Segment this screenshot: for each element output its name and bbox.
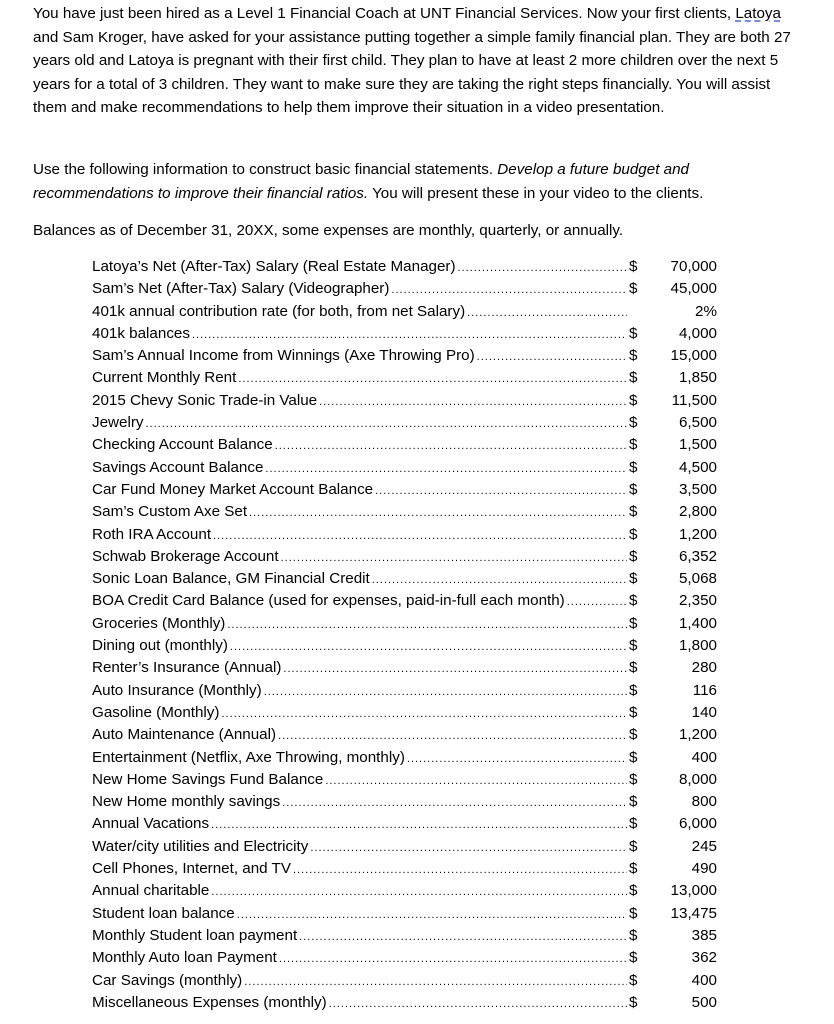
balance-label-group <box>92 278 643 301</box>
balance-label: Savings Account Balance <box>92 458 264 476</box>
dot-leader <box>310 837 627 859</box>
balance-label: Car Savings (monthly) <box>92 971 243 989</box>
balance-label-group <box>92 903 643 926</box>
balance-label: Auto Insurance (Monthly) <box>92 681 262 699</box>
dollar-sign: $ <box>629 815 638 833</box>
dot-leader <box>211 814 627 836</box>
balance-value: 2,350 <box>678 592 717 610</box>
dot-leader <box>249 502 627 524</box>
balance-label-group <box>92 836 643 859</box>
balance-row <box>92 301 732 323</box>
balance-row <box>92 590 732 612</box>
dot-leader <box>213 525 627 547</box>
balance-value: 45,000 <box>670 280 717 298</box>
balance-row <box>92 791 732 813</box>
balance-row <box>92 256 732 278</box>
dot-leader <box>281 547 627 569</box>
balance-label: Monthly Student loan payment <box>92 926 298 944</box>
dollar-sign: $ <box>629 480 638 498</box>
balance-label: Latoya’s Net (After-Tax) Salary (Real Estate Manager) <box>92 258 456 275</box>
balance-value: 116 <box>692 681 717 699</box>
instructions-emphasis: Develop a future budget and recommendations to improve their financial ratios. <box>33 161 689 202</box>
balance-label-group <box>92 256 643 279</box>
dot-leader <box>329 993 627 1015</box>
balance-row <box>92 345 732 367</box>
balance-row <box>92 524 732 546</box>
balance-label-group <box>92 524 643 547</box>
dollar-sign: $ <box>629 280 638 298</box>
dollar-sign: $ <box>629 414 638 432</box>
balance-value: 70,000 <box>670 258 717 275</box>
balance-label: Annual charitable <box>92 882 210 900</box>
dot-leader <box>211 881 627 903</box>
balance-value: 400 <box>691 971 717 989</box>
dot-leader <box>279 948 627 970</box>
balance-value: 6,000 <box>678 815 717 833</box>
dollar-sign: $ <box>629 324 638 342</box>
balance-label-group <box>92 323 643 346</box>
balance-label: Miscellaneous Expenses (monthly) <box>92 993 327 1011</box>
balance-value: 362 <box>691 949 717 967</box>
dot-leader <box>299 926 627 948</box>
balance-label-group <box>92 724 643 747</box>
dollar-sign: $ <box>629 258 638 275</box>
dot-leader <box>145 413 627 435</box>
balance-label: Groceries (Monthly) <box>92 614 226 632</box>
balance-label-group <box>92 992 643 1015</box>
balance-row <box>92 724 732 746</box>
balance-label: New Home Savings Fund Balance <box>92 770 324 788</box>
dollar-sign: $ <box>629 614 638 632</box>
balance-label-group <box>92 657 643 680</box>
balance-value: 8,000 <box>678 770 717 788</box>
dot-leader <box>477 346 627 368</box>
balance-label-group <box>92 568 643 591</box>
dot-leader <box>227 614 627 636</box>
balance-value: 6,500 <box>678 414 717 432</box>
dollar-sign: $ <box>629 681 638 699</box>
balance-row <box>92 613 732 635</box>
balance-value: 1,200 <box>678 525 717 543</box>
dollar-sign: $ <box>629 904 638 922</box>
dollar-sign: $ <box>629 882 638 900</box>
dot-leader <box>567 591 627 613</box>
balance-value: 1,400 <box>678 614 717 632</box>
dollar-sign: $ <box>629 770 638 788</box>
dot-leader <box>407 748 627 770</box>
dollar-sign: $ <box>629 503 638 521</box>
balance-label-group <box>92 858 643 881</box>
client-name-latoya: Latoya <box>735 5 781 22</box>
dollar-sign: $ <box>629 637 638 655</box>
balance-value: 13,475 <box>670 904 717 922</box>
dollar-sign: $ <box>629 926 638 944</box>
balance-label-group <box>92 769 643 792</box>
dollar-sign: $ <box>629 391 638 409</box>
balance-label: Water/city utilities and Electricity <box>92 837 309 855</box>
balance-label: BOA Credit Card Balance (used for expenses, paid-in-full each month) <box>92 592 565 610</box>
balance-label-group <box>92 791 643 814</box>
balance-row <box>92 501 732 523</box>
dot-leader <box>275 435 627 457</box>
dot-leader <box>283 658 627 680</box>
balance-label: Student loan balance <box>92 904 235 922</box>
dollar-sign: $ <box>629 748 638 766</box>
dot-leader <box>391 279 627 301</box>
balance-row <box>92 434 732 456</box>
instructions-text-end: You will present these in your video to the clients. <box>368 184 704 202</box>
balances-list <box>92 256 732 1014</box>
balance-value: 140 <box>691 703 717 721</box>
balance-value: 800 <box>691 793 717 811</box>
balance-value: 2% <box>695 302 717 320</box>
balance-label: Current Monthly Rent <box>92 369 237 387</box>
balance-label: Sam’s Annual Income from Winnings (Axe Throwing Pro) <box>92 347 475 365</box>
balance-value: 15,000 <box>670 347 717 365</box>
balance-value: 13,000 <box>670 882 717 900</box>
balance-label-group <box>92 457 643 480</box>
balance-value: 500 <box>691 993 717 1011</box>
balance-label-group <box>92 680 643 703</box>
balance-label-group <box>92 947 643 970</box>
balance-value: 4,500 <box>678 458 717 476</box>
balance-row <box>92 769 732 791</box>
balance-value: 6,352 <box>678 547 717 565</box>
dot-leader <box>221 703 627 725</box>
dot-leader <box>319 391 627 413</box>
balance-label-group <box>92 813 643 836</box>
balance-row <box>92 278 732 300</box>
dollar-sign: $ <box>629 726 638 744</box>
dollar-sign: $ <box>629 993 638 1011</box>
balance-label: Dining out (monthly) <box>92 637 228 655</box>
dollar-sign: $ <box>629 703 638 721</box>
balance-label: Roth IRA Account <box>92 525 212 543</box>
dot-leader <box>282 792 627 814</box>
balance-label-group <box>92 301 643 324</box>
balance-label-group <box>92 546 643 569</box>
balance-label: Auto Maintenance (Annual) <box>92 726 277 744</box>
balance-value: 11,500 <box>671 391 717 409</box>
balance-row <box>92 568 732 590</box>
balances-heading: Balances as of December 31, 20XX, some expenses are monthly, quarterly, or annually. <box>33 222 624 239</box>
dollar-sign: $ <box>629 659 638 677</box>
balance-value: 4,000 <box>678 324 717 342</box>
balance-label: Checking Account Balance <box>92 436 273 454</box>
balance-label: Jewelry <box>92 414 144 432</box>
balance-row <box>92 836 732 858</box>
balance-row <box>92 457 732 479</box>
balance-label: Schwab Brokerage Account <box>92 547 279 565</box>
dollar-sign: $ <box>629 547 638 565</box>
dollar-sign: $ <box>629 837 638 855</box>
dollar-sign: $ <box>629 369 638 387</box>
dot-leader <box>264 681 627 703</box>
balance-label-group <box>92 590 643 613</box>
intro-paragraph <box>33 2 803 120</box>
balance-row <box>92 858 732 880</box>
dot-leader <box>293 859 627 881</box>
dollar-sign: $ <box>629 860 638 878</box>
dollar-sign: $ <box>629 458 638 476</box>
dot-leader <box>467 302 627 324</box>
balance-label-group <box>92 412 643 435</box>
balance-row <box>92 702 732 724</box>
balance-label-group <box>92 880 643 903</box>
balance-label-group <box>92 367 643 390</box>
balance-value: 490 <box>691 860 717 878</box>
balance-label: Entertainment (Netflix, Axe Throwing, monthly) <box>92 748 405 766</box>
balance-value: 400 <box>691 748 717 766</box>
balance-value: 1,500 <box>678 436 717 454</box>
balance-value: 280 <box>691 659 717 677</box>
balance-row <box>92 970 732 992</box>
balance-label: Sam’s Custom Axe Set <box>92 503 248 521</box>
dollar-sign: $ <box>629 525 638 543</box>
dollar-sign: $ <box>629 793 638 811</box>
dollar-sign: $ <box>629 971 638 989</box>
balance-label-group <box>92 702 643 725</box>
balance-label: Monthly Auto loan Payment <box>92 949 277 967</box>
dot-leader <box>244 971 627 993</box>
dot-leader <box>278 725 627 747</box>
balance-row <box>92 546 732 568</box>
balance-row <box>92 925 732 947</box>
balance-row <box>92 903 732 925</box>
balance-label: 401k annual contribution rate (for both, from net Salary) <box>92 302 466 320</box>
balance-row <box>92 367 732 389</box>
dot-leader <box>372 569 627 591</box>
dollar-sign: $ <box>629 347 638 365</box>
dot-leader <box>230 636 627 658</box>
balance-row <box>92 657 732 679</box>
dollar-sign: $ <box>629 592 638 610</box>
balance-label: Annual Vacations <box>92 815 210 833</box>
balance-label: Sonic Loan Balance, GM Financial Credit <box>92 570 370 588</box>
balance-value: 1,800 <box>678 637 717 655</box>
dot-leader <box>192 324 627 346</box>
balance-row <box>92 747 732 769</box>
balance-label: New Home monthly savings <box>92 793 281 811</box>
balance-label-group <box>92 345 643 368</box>
dot-leader <box>325 770 627 792</box>
balance-row <box>92 813 732 835</box>
balance-label-group <box>92 925 643 948</box>
balance-label: Gasoline (Monthly) <box>92 703 220 721</box>
instructions-paragraph <box>33 158 803 205</box>
balance-row <box>92 412 732 434</box>
balance-label-group <box>92 501 643 524</box>
balance-row <box>92 479 732 501</box>
intro-text-start: You have just been hired as a Level 1 Financial Coach at UNT Financial Services. Now your first clients, <box>33 5 736 22</box>
balance-row <box>92 390 732 412</box>
balance-row <box>92 635 732 657</box>
balance-row <box>92 323 732 345</box>
balance-label: 401k balances <box>92 324 190 342</box>
balance-value: 1,850 <box>678 369 717 387</box>
dollar-sign: $ <box>629 949 638 967</box>
instructions-text-start: Use the following information to construct basic financial statements. <box>33 161 498 178</box>
balance-label: Car Fund Money Market Account Balance <box>92 480 374 498</box>
balance-value: 5,068 <box>678 570 717 588</box>
balance-row <box>92 992 732 1014</box>
balance-label: Cell Phones, Internet, and TV <box>92 860 291 878</box>
balance-label: Sam’s Net (After-Tax) Salary (Videographer) <box>92 280 390 298</box>
dollar-sign: $ <box>629 436 638 454</box>
dollar-sign: $ <box>629 570 638 588</box>
dot-leader <box>238 368 627 390</box>
dot-leader <box>265 458 627 480</box>
balance-label-group <box>92 970 643 993</box>
intro-text-end: and Sam Kroger, have asked for your assistance putting together a simple family financial plan. They are both 27 years old and Latoya is pregnant with their first child. They plan to have at least 2 more children over the next 5 years for a total of 3 children. They want to make sure they are taking the right steps financially. You will assist them and make recommendations to help them improve their situation in a video presentation. <box>33 28 791 116</box>
balance-value: 2,800 <box>678 503 717 521</box>
balance-row <box>92 880 732 902</box>
balance-label-group <box>92 613 643 636</box>
balance-label-group <box>92 434 643 457</box>
dot-leader <box>375 480 627 502</box>
balance-row <box>92 680 732 702</box>
balance-label-group <box>92 747 643 770</box>
balance-label-group <box>92 635 643 658</box>
balance-row <box>92 947 732 969</box>
balance-value: 3,500 <box>678 480 717 498</box>
balance-value: 1,200 <box>678 726 717 744</box>
balance-label-group <box>92 479 643 502</box>
balance-value: 385 <box>691 926 717 944</box>
balance-label: Renter’s Insurance (Annual) <box>92 659 282 677</box>
balance-label-group <box>92 390 643 413</box>
dot-leader <box>237 904 627 926</box>
dot-leader <box>458 257 627 279</box>
balance-value: 245 <box>691 837 717 855</box>
balance-label: 2015 Chevy Sonic Trade-in Value <box>92 391 318 409</box>
